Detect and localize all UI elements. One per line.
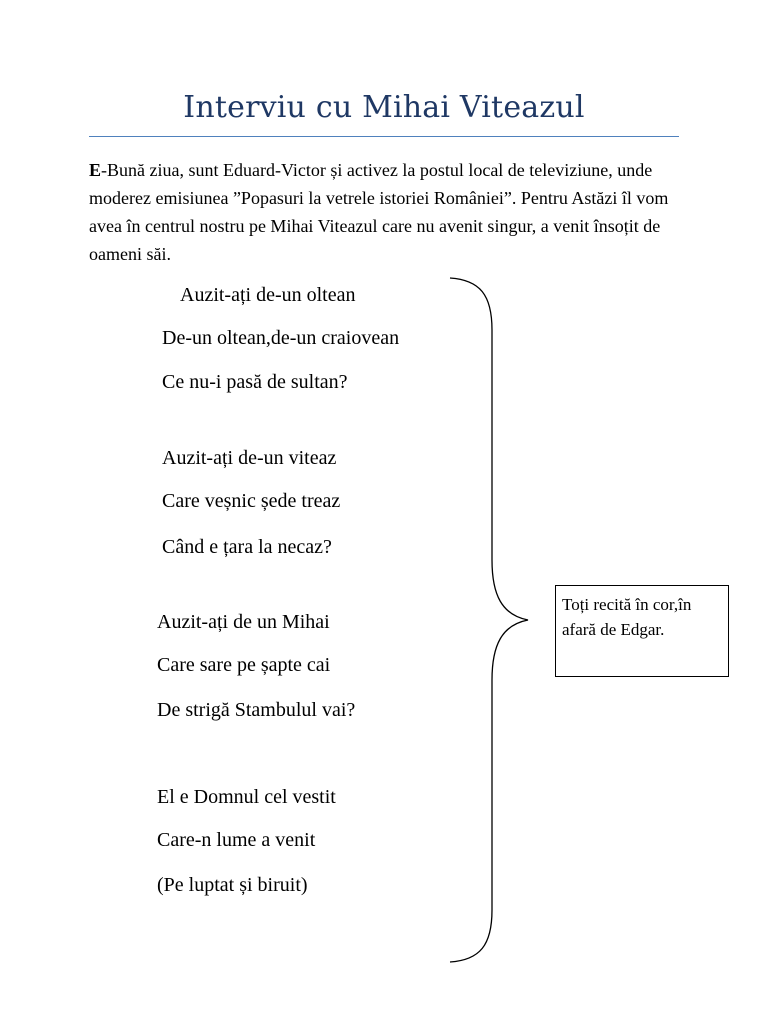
intro-paragraph — [89, 156, 699, 268]
page-title: Interviu cu Mihai Viteazul — [183, 90, 585, 125]
verse-line: De strigă Stambulul vai? — [157, 699, 356, 721]
curly-brace-icon — [440, 270, 560, 970]
verse-line: El e Domnul cel vestit — [157, 786, 336, 808]
verse-line: Care sare pe șapte cai — [157, 654, 331, 676]
verse-line: Auzit-ați de-un oltean — [180, 284, 356, 306]
verse-line: Care veșnic șede treaz — [162, 490, 341, 512]
title-underline — [89, 136, 679, 137]
verse-line: De-un oltean,de-un craiovean — [162, 327, 400, 349]
verse-line: Auzit-ați de un Mihai — [157, 611, 330, 633]
verse-line: Când e țara la necaz? — [162, 536, 332, 558]
verse-line: (Pe luptat și biruit) — [157, 874, 308, 896]
speaker-initial: E — [89, 160, 102, 180]
note-box: Toți recită în cor,în afară de Edgar. — [555, 585, 729, 677]
intro-text: -Bună ziua, sunt Eduard-Victor și activez la postul local de televiziune, unde moderez emisiunea ”Popasuri la vetrele istoriei României”. Pentru Astăzi îl vom avea în centrul nostru pe Mihai Viteazul care nu avenit singur, a venit însoțit de oameni săi. — [89, 160, 669, 264]
verse-line: Care-n lume a venit — [157, 829, 316, 851]
verse-line: Ce nu-i pasă de sultan? — [162, 371, 348, 393]
verse-line: Auzit-ați de-un viteaz — [162, 447, 337, 469]
